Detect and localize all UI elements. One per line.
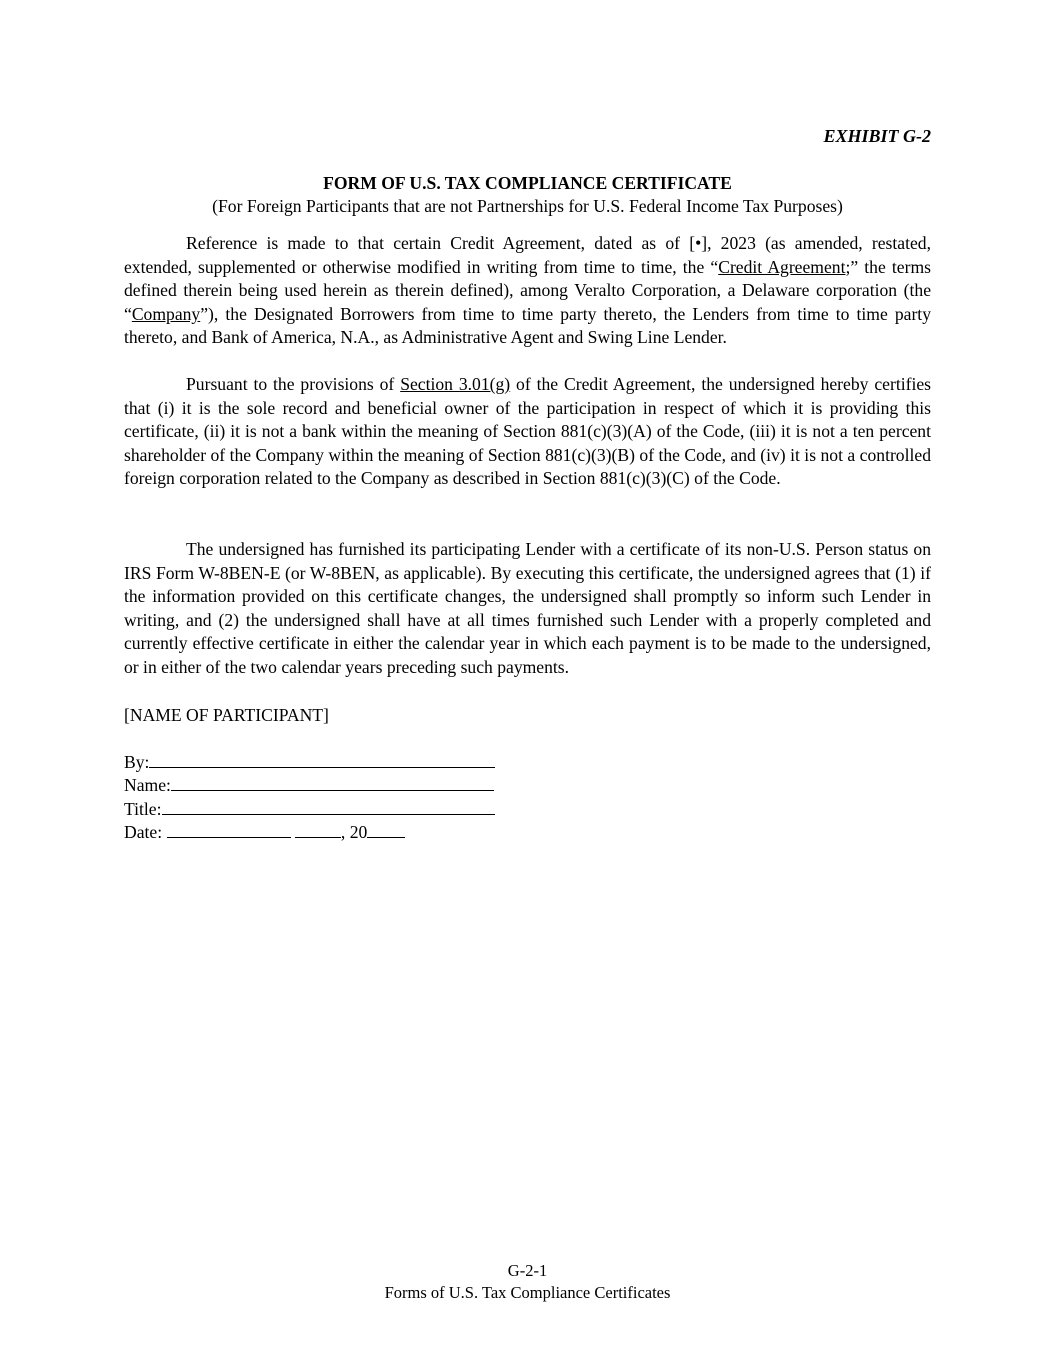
footer-caption: Forms of U.S. Tax Compliance Certificates (384, 1283, 671, 1302)
signature-by-line (124, 750, 504, 775)
document-page (124, 0, 931, 1365)
title-blank (162, 797, 495, 815)
name-blank (171, 773, 494, 791)
title-label: Title: (124, 799, 162, 819)
reference-text-1: Reference is made to that certain Credit Agreement, dated as of [•], 2023 (as amended, restated, extended, supplemented or otherwise modified in writing from time to time, the “ (124, 233, 931, 277)
date-year-prefix: , 20 (340, 822, 368, 842)
date-month-blank (167, 820, 291, 838)
participant-name-placeholder: [NAME OF PARTICIPANT] (124, 705, 329, 725)
by-blank (149, 750, 495, 768)
date-label: Date: (124, 822, 167, 842)
document-subtitle: (For Foreign Participants that are not Partnerships for U.S. Federal Income Tax Purposes) (212, 196, 843, 216)
by-label: By: (124, 752, 150, 772)
exhibit-label: EXHIBIT G-2 (823, 126, 931, 146)
signature-date-line (124, 820, 504, 845)
date-year-blank (367, 820, 405, 838)
page-number: G-2-1 (507, 1261, 548, 1280)
date-day-blank (295, 820, 341, 838)
company-term: Company (131, 303, 201, 324)
credit-agreement-term: Credit Agreement (718, 256, 846, 277)
signature-title-line (124, 797, 504, 822)
reference-paragraph (124, 232, 931, 350)
reference-text-3: ”), the Designated Borrowers from time to time party thereto, the Lenders from time to time party thereto, and Bank of America, N.A., as Administrative Agent and Swing Line Lender. (124, 303, 931, 348)
certification-paragraph (124, 373, 931, 491)
certification-text-1: Pursuant to the provisions of (186, 374, 401, 394)
certification-text-2: of the Credit Agreement, the undersigned hereby certifies that (i) it is the sole record and beneficial owner of the participation in respect of which it is providing this certificate, (ii) it is not a bank within the meaning of Section 881(c)(3)(A) of the Code, (iii) it is not a ten percent shareholder of the Company within the meaning of Section 881(c)(3)(B) of the Code, and (iv) it is not a controlled foreign corporation related to the Company as described in Section 881(c)(3)(C) of the Code. (124, 374, 931, 489)
signature-name-line (124, 773, 504, 798)
document-title: FORM OF U.S. TAX COMPLIANCE CERTIFICATE (323, 173, 732, 193)
name-label: Name: (124, 775, 171, 795)
reference-text-2: ;” the terms defined therein being used herein as therein defined), among Veralto Corporation, a Delaware corporation (the “ (124, 256, 931, 324)
section-reference: Section 3.01(g) (400, 374, 511, 394)
undertaking-paragraph: The undersigned has furnished its participating Lender with a certificate of its non-U.S. Person status on IRS Form W-8BEN-E (or W-8BEN, as applicable). By executing this certificate, the undersigned agrees that (1) if the information provided on this certificate changes, the undersigned shall promptly so inform such Lender in writing, and (2) the undersigned shall have at all times furnished such Lender with a properly completed and currently effective certificate in either the calendar year in which each payment is to be made to the undersigned, or in either of the two calendar years preceding such payments. (124, 539, 931, 677)
